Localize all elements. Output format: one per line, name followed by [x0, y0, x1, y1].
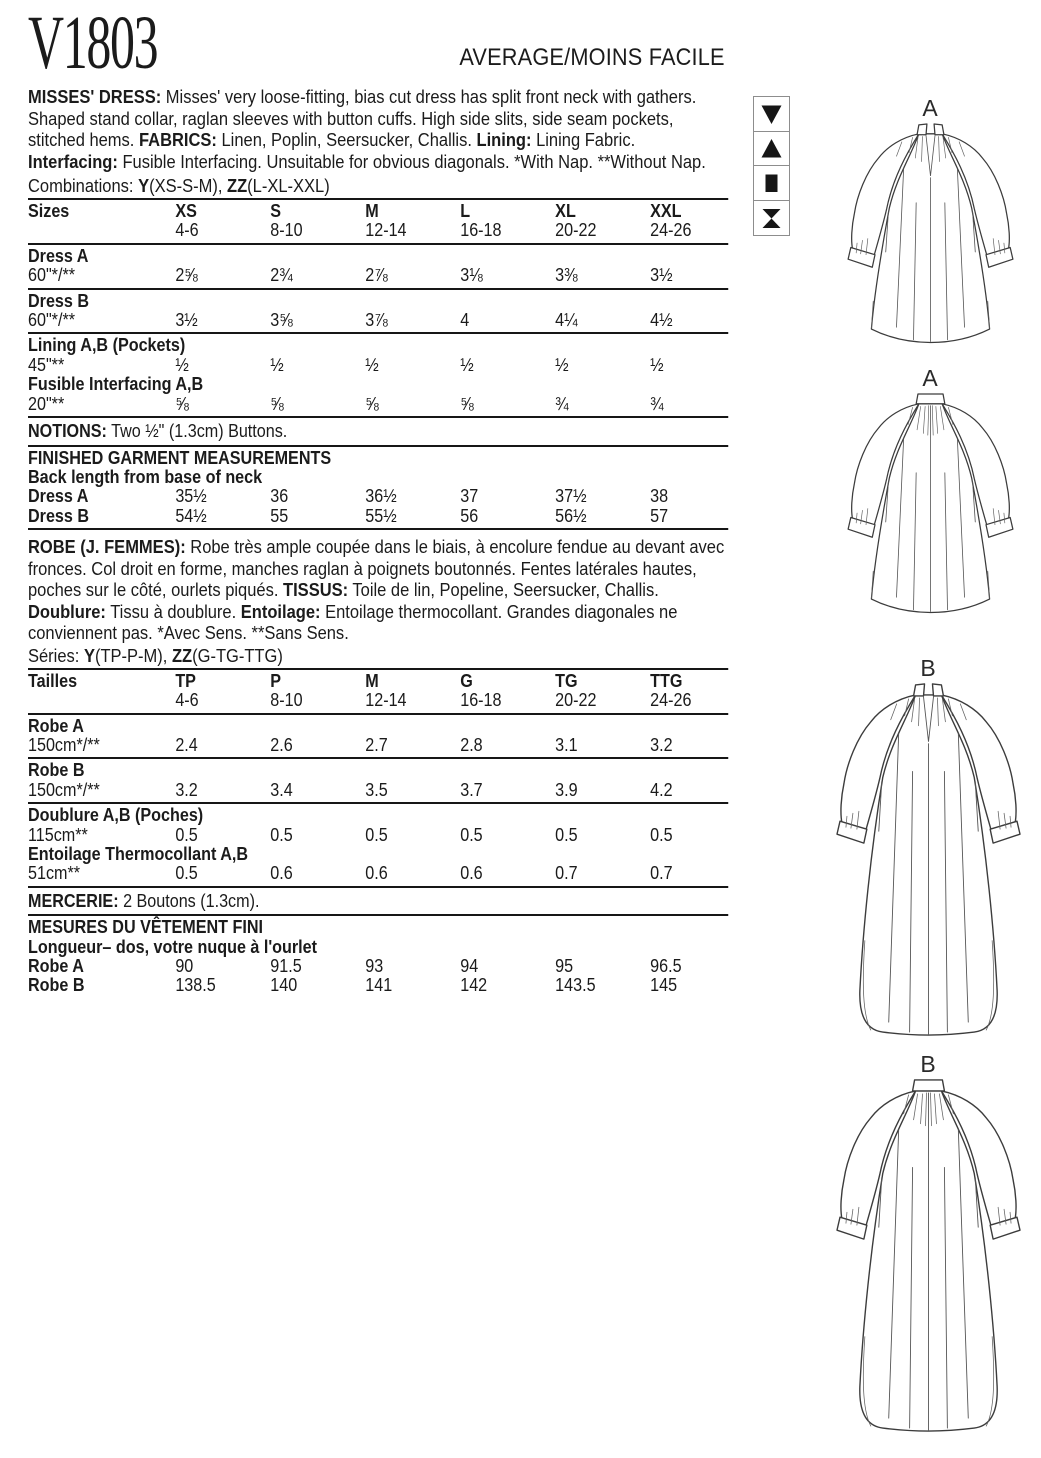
row-label: 150cm*/**	[28, 779, 100, 800]
row-cell: 4¼	[555, 310, 578, 331]
table-section-label: FINISHED GARMENT MEASUREMENTS	[28, 447, 332, 468]
table-row	[28, 691, 728, 710]
row-cell: 0.5	[650, 824, 673, 845]
row-cell: 145	[650, 975, 678, 996]
row-cell: 93	[365, 956, 384, 977]
row-cell: M	[365, 201, 379, 221]
nap-symbol-strip	[753, 96, 790, 236]
dress-a-back-drawing	[832, 392, 1029, 618]
table-rule	[28, 332, 728, 334]
row-cell: 12-14	[365, 690, 407, 711]
text-run: ZZ	[227, 175, 248, 196]
hourglass-icon	[753, 200, 790, 236]
dress-b-front-view	[816, 656, 1040, 1042]
french-series	[28, 646, 728, 665]
table-section-label: Entoilage Thermocollant A,B	[28, 843, 249, 864]
row-cell: ⅝	[365, 393, 379, 414]
text-run: 2 Boutons (1.3cm).	[118, 890, 260, 911]
row-cell: 3⅛	[460, 265, 483, 286]
table-rule	[28, 288, 728, 290]
table-rule	[28, 886, 728, 888]
table-row	[28, 826, 728, 845]
row-cell: 0.5	[270, 824, 293, 845]
row-cell: 37	[460, 486, 479, 507]
text-run: Tissu à doublure.	[105, 600, 241, 622]
row-cell: XL	[555, 201, 576, 221]
row-cell: G	[460, 670, 473, 691]
text-run: Séries:	[28, 644, 84, 666]
dress-b-back-drawing	[819, 1078, 1038, 1438]
row-cell: ½	[365, 354, 379, 375]
row-cell: 20-22	[555, 690, 597, 711]
row-cell: ½	[650, 354, 664, 375]
row-label: Dress B	[28, 505, 90, 526]
row-cell: 95	[555, 956, 574, 977]
view-label: A	[922, 95, 938, 121]
row-cell: 2¾	[270, 265, 293, 286]
text-run: ZZ	[171, 644, 193, 666]
table-note	[28, 890, 728, 913]
row-cell: 3⅝	[270, 310, 293, 331]
row-cell: 35½	[175, 486, 207, 507]
english-combinations	[28, 176, 728, 195]
row-label: 45"**	[28, 354, 65, 375]
row-cell: 2⅞	[365, 265, 388, 286]
table-rule	[28, 802, 728, 804]
row-cell: L	[460, 201, 471, 221]
table-rule	[28, 668, 728, 670]
row-cell: 3.7	[460, 779, 483, 800]
text-run: Combinations:	[28, 175, 139, 196]
table-rule	[28, 445, 728, 447]
text-run: MERCERIE:	[28, 890, 119, 911]
row-cell: 3.2	[175, 779, 198, 800]
row-cell: 138.5	[175, 975, 216, 996]
text-run: (G-TG-TTG)	[192, 644, 283, 666]
text-run: Fusible Interfacing. Unsuitable for obvious diagonals. *With Nap. **Without Nap.	[117, 150, 706, 172]
triangle-down-icon	[753, 96, 790, 132]
row-cell: 91.5	[270, 956, 302, 977]
text-run: ROBE (J. FEMMES):	[28, 536, 186, 558]
row-cell: 0.5	[555, 824, 578, 845]
text-run: (XS-S-M),	[149, 175, 228, 196]
header	[28, 1, 728, 85]
view-label: B	[920, 655, 936, 681]
table-row	[28, 736, 728, 755]
row-cell: XS	[175, 201, 197, 221]
row-cell: ¾	[555, 393, 569, 414]
row-label: 115cm**	[28, 824, 88, 845]
row-cell: ¾	[650, 393, 664, 414]
english-yardage-table	[28, 198, 728, 530]
table-section-label: Fusible Interfacing A,B	[28, 374, 204, 395]
text-run: Lining Fabric.	[531, 129, 636, 150]
row-cell: 4	[460, 310, 470, 331]
text-column	[28, 1, 728, 996]
text-run: MISSES' DRESS:	[28, 86, 162, 107]
row-cell: 94	[460, 956, 479, 977]
text-run: Interfacing:	[28, 150, 118, 172]
row-cell: ⅝	[175, 393, 189, 414]
text-run: Y	[138, 175, 150, 196]
row-cell: 24-26	[650, 220, 692, 241]
row-label: 20"**	[28, 393, 65, 414]
difficulty-label: AVERAGE/MOINS FACILE	[459, 44, 725, 71]
row-cell: 2⅝	[175, 265, 198, 286]
table-rule	[28, 757, 728, 759]
row-cell: 55	[270, 505, 289, 526]
row-cell: TP	[175, 670, 196, 691]
table-section-label: Dress B	[28, 290, 90, 311]
text-run: TISSUS:	[283, 579, 349, 601]
row-cell: 2.8	[460, 734, 483, 755]
row-cell: 2.7	[365, 734, 388, 755]
table-row	[28, 356, 728, 375]
dress-a-front-view	[818, 96, 1041, 348]
table-row	[28, 864, 728, 883]
row-label: Robe A	[28, 956, 84, 977]
row-cell: ½	[555, 354, 569, 375]
table-rule	[28, 243, 728, 245]
french-yardage-table	[28, 668, 728, 996]
row-cell: 55½	[365, 505, 397, 526]
row-cell: 0.5	[365, 824, 388, 845]
row-cell: 8-10	[270, 690, 303, 711]
row-cell: 3.2	[650, 734, 673, 755]
row-cell: 12-14	[365, 220, 407, 241]
row-label: 150cm*/**	[28, 734, 100, 755]
row-label: 60"*/**	[28, 265, 76, 286]
table-section-label: Longueur– dos, votre nuque à l'ourlet	[28, 936, 318, 957]
row-cell: 38	[650, 486, 669, 507]
row-cell: 0.5	[460, 824, 483, 845]
table-rule	[28, 713, 728, 715]
text-run: Lining:	[476, 129, 532, 150]
row-cell: 0.7	[650, 863, 673, 884]
table-rule	[28, 416, 728, 418]
row-cell: ⅝	[460, 393, 474, 414]
row-cell: 8-10	[270, 220, 303, 241]
french-description	[28, 536, 728, 644]
table-row	[28, 976, 728, 995]
row-cell: ½	[175, 354, 189, 375]
row-label: 51cm**	[28, 863, 81, 884]
row-cell: TG	[555, 670, 578, 691]
table-row	[28, 507, 728, 526]
row-cell: TTG	[650, 670, 683, 691]
row-cell: 143.5	[555, 975, 596, 996]
table-section-label: Dress A	[28, 245, 89, 266]
row-cell: 20-22	[555, 220, 597, 241]
row-cell: 4-6	[175, 690, 199, 711]
text-run: Two ½" (1.3cm) Buttons.	[106, 421, 288, 442]
row-cell: P	[270, 670, 282, 691]
table-note	[28, 420, 728, 443]
table-section-label: Lining A,B (Pockets)	[28, 335, 186, 356]
row-cell: 57	[650, 505, 669, 526]
table-section-label: Back length from base of neck	[28, 466, 263, 487]
row-cell: 56½	[555, 505, 587, 526]
table-section-label: Robe B	[28, 760, 85, 781]
row-cell: 24-26	[650, 690, 692, 711]
row-cell: 3.5	[365, 779, 388, 800]
row-cell: 36½	[365, 486, 397, 507]
row-cell: XXL	[650, 201, 682, 221]
table-row	[28, 202, 728, 221]
row-cell: 4.2	[650, 779, 673, 800]
text-run: Misses' very loose-fitting, bias cut dress has split front neck with gathers. Shaped stand collar, raglan sleeves with button cuffs. High side slits, side seam pockets, stitched hems.	[28, 86, 697, 150]
table-row	[28, 311, 728, 330]
row-label	[28, 221, 175, 240]
row-cell: 3⅞	[365, 310, 388, 331]
text-run: NOTIONS:	[28, 421, 107, 442]
row-label: Dress A	[28, 486, 89, 507]
row-cell: 4-6	[175, 220, 199, 241]
row-cell: 4½	[650, 310, 673, 331]
text-run: (TP-P-M),	[94, 644, 172, 666]
table-row	[28, 672, 728, 691]
table-row	[28, 266, 728, 285]
row-cell: 0.5	[175, 824, 198, 845]
view-label: B	[920, 1051, 936, 1077]
row-cell: 0.6	[365, 863, 388, 884]
triangle-up-icon	[753, 131, 790, 167]
row-cell: 96.5	[650, 956, 682, 977]
row-cell: 36	[270, 486, 289, 507]
row-cell: 3.9	[555, 779, 578, 800]
row-label: Robe B	[28, 975, 85, 996]
row-cell: 0.5	[175, 863, 198, 884]
text-run: Doublure:	[28, 600, 106, 622]
row-cell: 3⅜	[555, 265, 578, 286]
dress-a-back-view	[818, 366, 1041, 618]
table-row	[28, 221, 728, 240]
table-section-label: Doublure A,B (Poches)	[28, 805, 204, 826]
row-cell: ⅝	[270, 393, 284, 414]
text-run: Entoilage thermocollant. Grandes diagonales ne conviennent pas. *Avec Sens. **Sans Sens.	[28, 600, 678, 644]
row-label: Tailles	[28, 670, 78, 691]
dress-a-front-drawing	[832, 122, 1029, 348]
row-cell: 142	[460, 975, 488, 996]
row-cell: 16-18	[460, 690, 502, 711]
text-run: Entoilage:	[240, 600, 321, 622]
row-cell: 140	[270, 975, 298, 996]
row-cell: 0.6	[460, 863, 483, 884]
table-rule	[28, 914, 728, 916]
row-cell: ½	[460, 354, 474, 375]
row-label: Sizes	[28, 201, 70, 221]
table-section-label: Robe A	[28, 715, 84, 736]
row-cell: 2.4	[175, 734, 198, 755]
text-run: Robe très ample coupée dans le biais, à encolure fendue au devant avec fronces. Col droit en forme, manches raglan à poignets boutonnés. Fentes latérales hautes, poches sur le côté, ourlets piqués.	[28, 536, 725, 601]
text-run: Toile de lin, Popeline, Seersucker, Challis.	[348, 579, 659, 601]
table-section-label: MESURES DU VÊTEMENT FINI	[28, 917, 263, 938]
text-run: Y	[83, 644, 95, 666]
table-row	[28, 487, 728, 506]
text-run: (L-XL-XXL)	[247, 175, 330, 196]
row-cell: 56	[460, 505, 479, 526]
row-label: 60"*/**	[28, 310, 76, 331]
row-label	[28, 691, 175, 710]
row-cell: 0.7	[555, 863, 578, 884]
dress-b-back-view	[816, 1052, 1040, 1438]
row-cell: 16-18	[460, 220, 502, 241]
table-row	[28, 957, 728, 976]
table-rule	[28, 528, 728, 530]
table-rule	[28, 198, 728, 200]
text-run: FABRICS:	[138, 129, 217, 150]
dress-b-front-drawing	[819, 682, 1038, 1042]
row-cell: 3.1	[555, 734, 578, 755]
row-cell: 3.4	[270, 779, 293, 800]
row-cell: 54½	[175, 505, 207, 526]
row-cell: M	[365, 670, 379, 691]
view-label: A	[922, 365, 938, 391]
row-cell: 0.6	[270, 863, 293, 884]
row-cell: ½	[270, 354, 284, 375]
row-cell: 90	[175, 956, 194, 977]
row-cell: S	[270, 201, 282, 221]
square-icon	[753, 165, 790, 201]
text-run: Linen, Poplin, Seersucker, Challis.	[216, 129, 477, 150]
row-cell: 3½	[650, 265, 673, 286]
english-description	[28, 86, 728, 172]
row-cell: 2.6	[270, 734, 293, 755]
table-row	[28, 781, 728, 800]
row-cell: 3½	[175, 310, 198, 331]
table-row	[28, 395, 728, 414]
pattern-number: V1803	[28, 1, 158, 85]
row-cell: 37½	[555, 486, 587, 507]
row-cell: 141	[365, 975, 393, 996]
